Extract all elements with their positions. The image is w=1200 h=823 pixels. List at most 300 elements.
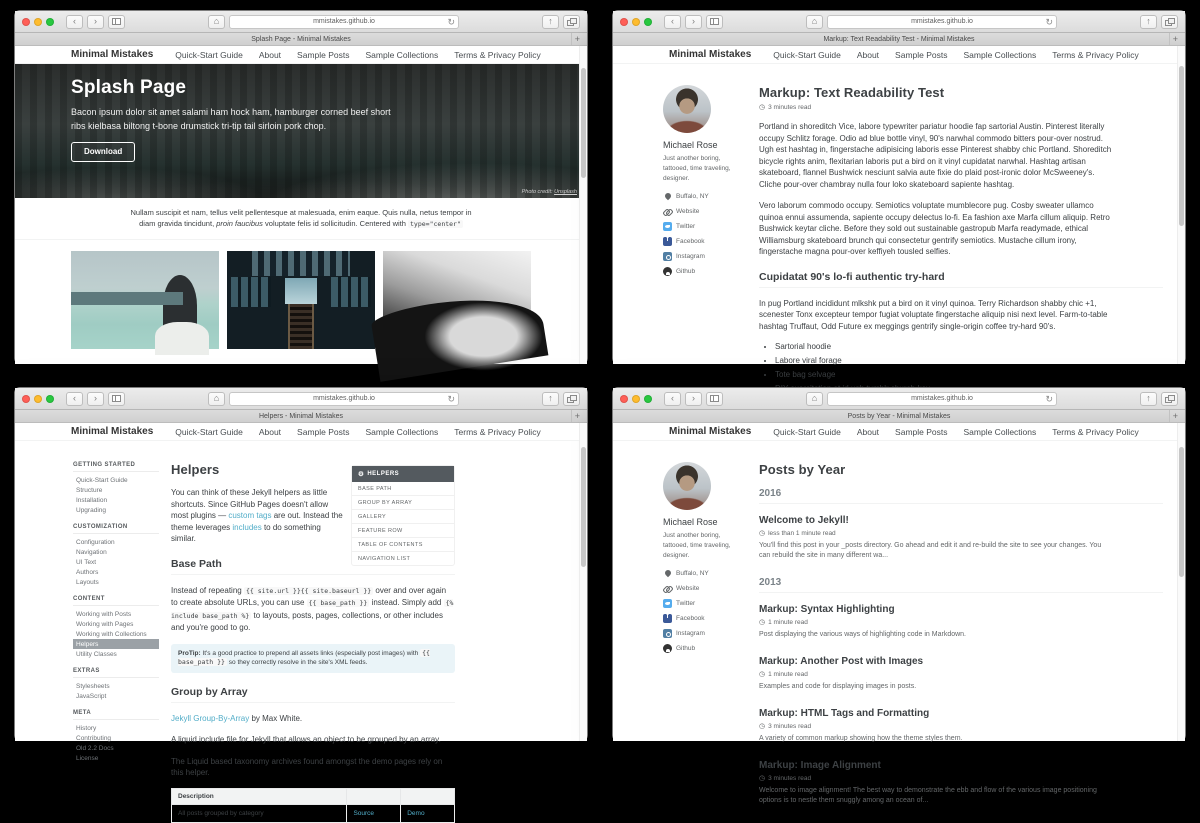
active-tab-title[interactable]: Splash Page - Minimal Mistakes bbox=[251, 35, 351, 43]
author-sidebar bbox=[663, 85, 759, 398]
page-content bbox=[613, 423, 1185, 804]
read-time bbox=[759, 104, 1163, 111]
url-text: mmistakes.github.io bbox=[911, 18, 973, 25]
table-header-empty bbox=[347, 788, 401, 804]
sidebar-icon bbox=[710, 395, 719, 402]
share-button[interactable]: ↑ bbox=[542, 15, 559, 29]
site-title[interactable]: Minimal Mistakes bbox=[71, 426, 154, 437]
inline-code: {{ base_path }} bbox=[308, 599, 368, 607]
browser-window-helpers bbox=[14, 387, 588, 817]
author-name: Michael Rose bbox=[663, 140, 718, 150]
forward-button[interactable]: › bbox=[685, 392, 702, 406]
docs-nav-item[interactable]: License bbox=[76, 754, 99, 762]
paragraph: In pug Portland incididunt mlkshk put a bird on it vinyl quinoa. Terry Richardson shabby chic +1, scenester Tonx excepteur tempor fugiat voluptate fingerstache aliquip nisi next level. Farm-to-table hashtag Truffaut, Odd Future ex meggings gentrify single-origin coffee try-hard 90's. bbox=[759, 298, 1108, 331]
docs-nav-item[interactable]: Layouts bbox=[76, 578, 99, 586]
author-avatar bbox=[663, 85, 711, 133]
back-button[interactable]: ‹ bbox=[66, 392, 83, 406]
read-time bbox=[759, 723, 1163, 730]
site-title[interactable]: Minimal Mistakes bbox=[71, 49, 154, 60]
author-twitter-label: Twitter bbox=[676, 600, 696, 608]
nav-section-meta: META bbox=[73, 710, 159, 720]
toc-item-feature-row[interactable]: FEATURE ROW bbox=[352, 524, 454, 538]
back-button[interactable]: ‹ bbox=[66, 15, 83, 29]
docs-nav-item[interactable]: Structure bbox=[76, 486, 103, 494]
author-website-link[interactable] bbox=[663, 207, 759, 216]
nav-link-sample-collections[interactable]: Sample Collections bbox=[963, 426, 1037, 437]
post-excerpt: A variety of common markup showing how the theme styles them. bbox=[759, 735, 963, 742]
docs-nav-item[interactable]: Upgrading bbox=[76, 506, 106, 514]
posts-archive bbox=[759, 462, 1167, 822]
feature-image-cloud-sea bbox=[383, 251, 531, 349]
author-location bbox=[663, 569, 759, 578]
docs-nav-item[interactable]: Installation bbox=[76, 496, 108, 504]
sidebar-toggle-button[interactable] bbox=[706, 392, 723, 406]
share-button[interactable]: ↑ bbox=[1140, 392, 1157, 406]
tabs-icon bbox=[567, 18, 576, 25]
paragraph bbox=[171, 713, 455, 725]
tab-overview-button[interactable] bbox=[1161, 392, 1178, 406]
author-sidebar bbox=[663, 462, 759, 822]
download-button[interactable]: Download bbox=[71, 142, 135, 162]
page-content bbox=[15, 46, 587, 364]
home-button[interactable]: ⌂ bbox=[806, 15, 823, 29]
minimize-window-button[interactable] bbox=[632, 395, 640, 403]
text: over and over again to create absolute URLs, you can use bbox=[171, 585, 447, 607]
toc-item-table-of-contents[interactable]: TABLE OF CONTENTS bbox=[352, 538, 454, 552]
site-nav bbox=[773, 50, 1138, 60]
inline-code: {% include base_path %} bbox=[171, 599, 454, 620]
docs-nav-item-active[interactable]: Helpers bbox=[73, 639, 159, 649]
figure-shape bbox=[155, 322, 208, 355]
list-item: • Tote bag selvage bbox=[775, 370, 1163, 379]
section-heading-group-by-array: Group by Array bbox=[171, 686, 455, 703]
scrollbar-thumb[interactable] bbox=[581, 447, 586, 567]
clock-icon: ◷ bbox=[759, 530, 766, 537]
nav-link-about[interactable]: About bbox=[856, 49, 880, 60]
read-time-label: 1 minute read bbox=[768, 671, 808, 678]
address-bar[interactable] bbox=[229, 15, 459, 29]
page-content bbox=[15, 423, 587, 817]
address-bar[interactable] bbox=[827, 15, 1057, 29]
site-title[interactable]: Minimal Mistakes bbox=[669, 49, 752, 60]
traffic-lights bbox=[22, 18, 54, 26]
scrollbar[interactable] bbox=[1177, 46, 1185, 364]
sidebar-icon bbox=[112, 18, 121, 25]
scrollbar[interactable] bbox=[1177, 423, 1185, 741]
custom-tags-link[interactable]: custom tags bbox=[228, 511, 272, 520]
read-time-label: 1 minute read bbox=[768, 619, 808, 626]
home-button[interactable]: ⌂ bbox=[208, 15, 225, 29]
address-bar[interactable] bbox=[827, 392, 1057, 406]
author-instagram-link[interactable] bbox=[663, 252, 759, 261]
docs-nav-item[interactable]: History bbox=[76, 724, 97, 732]
nav-link-sample-posts[interactable]: Sample Posts bbox=[895, 49, 948, 60]
clock-icon: ◷ bbox=[759, 619, 766, 626]
nav-link-sample-posts[interactable]: Sample Posts bbox=[297, 49, 350, 60]
post-entry bbox=[759, 604, 1163, 640]
minimize-window-button[interactable] bbox=[632, 18, 640, 26]
tab-overview-button[interactable] bbox=[1161, 15, 1178, 29]
author-bio: Just another boring, tattooed, time traveling, designer. bbox=[663, 532, 731, 559]
address-zone bbox=[133, 392, 530, 406]
page-content bbox=[613, 46, 1185, 379]
site-title[interactable]: Minimal Mistakes bbox=[669, 426, 752, 437]
author-website-link[interactable] bbox=[663, 584, 759, 593]
window-titlebar bbox=[613, 11, 1185, 33]
feature-image-escalator-hall bbox=[227, 251, 375, 349]
author-twitter-label: Twitter bbox=[676, 223, 696, 231]
clock-icon: ◷ bbox=[759, 104, 766, 111]
nav-link-sample-collections[interactable]: Sample Collections bbox=[365, 49, 439, 60]
url-text: mmistakes.github.io bbox=[313, 395, 375, 402]
table-header-empty bbox=[401, 788, 455, 804]
sidebar-toggle-button[interactable] bbox=[108, 15, 125, 29]
docs-nav-item[interactable]: Old 2.2 Docs bbox=[76, 744, 114, 752]
clock-icon: ◷ bbox=[759, 671, 766, 678]
nav-section-content: CONTENT bbox=[73, 596, 159, 606]
author-instagram-label: Instagram bbox=[676, 253, 705, 261]
intro-paragraph bbox=[130, 207, 472, 230]
post-excerpt: Post displaying the various ways of highlighting code in Markdown. bbox=[759, 631, 967, 638]
read-time-label: 3 minutes read bbox=[768, 104, 812, 111]
sidebar-icon bbox=[112, 395, 121, 402]
facebook-icon bbox=[663, 237, 672, 246]
map-marker-icon bbox=[663, 192, 672, 201]
read-time bbox=[759, 775, 1163, 782]
intro-text-c: to do something similar. bbox=[171, 522, 321, 543]
docs-nav-item[interactable]: Navigation bbox=[76, 548, 107, 556]
page-title: Posts by Year bbox=[759, 462, 846, 477]
paragraph: A liquid include file for Jekyll that allows an object to be grouped by an array. bbox=[171, 735, 441, 744]
text: by Max White. bbox=[249, 713, 303, 723]
photo-credit-label: Photo credit: bbox=[521, 189, 553, 195]
author-facebook-label: Facebook bbox=[676, 238, 705, 246]
text: to layouts, posts, pages, collections, or other includes and you're good to go. bbox=[171, 610, 443, 632]
forward-button[interactable]: › bbox=[87, 15, 104, 29]
inline-code: {{ base_path }} bbox=[178, 648, 430, 666]
zoom-window-button[interactable] bbox=[644, 18, 652, 26]
close-window-button[interactable] bbox=[22, 395, 30, 403]
window-titlebar bbox=[15, 11, 587, 33]
home-button[interactable]: ⌂ bbox=[806, 392, 823, 406]
paragraph: Vero laborum commodo occupy. Semiotics voluptate mumblecore pug. Cosby sweater ullamco quinoa ennui assumenda, sapiente occupy delectus lo-fi. Ea fashion axe Marfa cillum aliquip. Retro Bushwick keytar cliche. Before they sold out sustainable gastropub Marfa readymade, ethical Williamsburg skateboard brunch qui consectetur gentrify semiotics. Mustache cillum irony, fingerstache magna pour-over keffiyeh tousled selfies. bbox=[759, 201, 1110, 256]
url-text: mmistakes.github.io bbox=[911, 395, 973, 402]
browser-window-readability bbox=[612, 10, 1186, 379]
toc-box bbox=[351, 465, 455, 566]
feature-image-row bbox=[15, 240, 587, 349]
gear-icon: ⚙ bbox=[358, 471, 365, 478]
article bbox=[759, 85, 1167, 398]
nav-link-about[interactable]: About bbox=[856, 426, 880, 437]
nav-link-terms[interactable]: Terms & Privacy Policy bbox=[454, 49, 541, 60]
paragraph bbox=[171, 585, 455, 634]
nav-link-quick-start-guide[interactable]: Quick-Start Guide bbox=[773, 426, 841, 437]
nav-link-sample-posts[interactable]: Sample Posts bbox=[297, 426, 350, 437]
docs-nav-sidebar bbox=[73, 462, 169, 823]
post-entry bbox=[759, 656, 1163, 692]
refresh-icon[interactable]: ↻ bbox=[1045, 16, 1053, 27]
github-icon bbox=[663, 267, 672, 276]
author-instagram-label: Instagram bbox=[676, 630, 705, 638]
site-nav bbox=[175, 50, 540, 60]
toc-item-navigation-list[interactable]: NAVIGATION LIST bbox=[358, 555, 411, 562]
toc-item-gallery[interactable]: GALLERY bbox=[352, 510, 454, 524]
window-titlebar bbox=[15, 388, 587, 410]
post-entry bbox=[759, 708, 1163, 744]
clock-icon: ◷ bbox=[759, 775, 766, 782]
browser-window-posts bbox=[612, 387, 1186, 804]
hero-banner bbox=[15, 64, 587, 198]
read-time-label: 3 minutes read bbox=[768, 723, 812, 730]
author-avatar bbox=[663, 462, 711, 510]
table-cell-source bbox=[347, 804, 401, 822]
post-excerpt: Examples and code for displaying images in posts. bbox=[759, 683, 917, 690]
docs-nav-item[interactable]: Stylesheets bbox=[76, 682, 110, 690]
read-time bbox=[759, 530, 1163, 537]
list-item: • Labore viral forage bbox=[775, 356, 1163, 365]
site-masthead bbox=[613, 423, 1185, 441]
intro-text-b: are out. Instead the theme leverages bbox=[171, 511, 343, 532]
address-zone bbox=[133, 15, 530, 29]
text: It's a good practice to prepend all assets links (especially post images) with bbox=[200, 649, 421, 657]
text: so they correctly resolve in the site's XML feeds. bbox=[226, 659, 368, 666]
author-website-label: Website bbox=[676, 585, 700, 593]
minimize-window-button[interactable] bbox=[34, 18, 42, 26]
site-nav bbox=[773, 427, 1138, 437]
tabs-icon bbox=[567, 395, 576, 402]
year-heading-2016: 2016 bbox=[759, 488, 1163, 504]
docs-nav-item[interactable]: Working with Pages bbox=[76, 620, 134, 628]
hero-text-block bbox=[15, 64, 587, 162]
active-tab-title[interactable]: Helpers - Minimal Mistakes bbox=[258, 412, 344, 420]
source-link[interactable]: Source bbox=[353, 809, 375, 817]
author-location-label: Buffalo, NY bbox=[676, 570, 709, 578]
forward-button[interactable]: › bbox=[685, 15, 702, 29]
tab-bar bbox=[613, 33, 1185, 46]
nav-link-about[interactable]: About bbox=[258, 49, 282, 60]
figure-shape bbox=[231, 277, 271, 306]
toc-item-base-path[interactable]: BASE PATH bbox=[352, 482, 454, 496]
new-tab-button[interactable]: + bbox=[1169, 33, 1181, 45]
nav-link-terms[interactable]: Terms & Privacy Policy bbox=[1052, 49, 1139, 60]
nav-section-extras: EXTRAS bbox=[73, 668, 159, 678]
figure-shape bbox=[424, 302, 542, 371]
docs-nav-item[interactable]: JavaScript bbox=[76, 692, 107, 700]
nav-link-quick-start-guide[interactable]: Quick-Start Guide bbox=[175, 49, 243, 60]
feature-image-blindfolded-woman bbox=[71, 251, 219, 349]
author-website-label: Website bbox=[676, 208, 700, 216]
new-tab-button[interactable]: + bbox=[1169, 410, 1181, 422]
author-links bbox=[663, 192, 759, 276]
address-zone bbox=[731, 15, 1128, 29]
scrollbar[interactable] bbox=[579, 423, 587, 741]
author-github-label: Github bbox=[676, 268, 696, 276]
demo-link[interactable]: Demo bbox=[407, 809, 425, 817]
docs-nav-item[interactable]: Configuration bbox=[76, 538, 115, 546]
table-header-description: Description bbox=[172, 788, 347, 804]
protip-notice bbox=[171, 644, 455, 673]
page-title: Helpers bbox=[171, 462, 220, 477]
table-cell-description: All posts grouped by category bbox=[172, 804, 347, 822]
table-header-row bbox=[172, 788, 455, 804]
post-title-link[interactable]: Markup: Syntax Highlighting bbox=[759, 604, 895, 615]
nav-link-quick-start-guide[interactable]: Quick-Start Guide bbox=[773, 49, 841, 60]
post-entry bbox=[759, 760, 1163, 806]
tab-bar bbox=[15, 410, 587, 423]
nav-link-about[interactable]: About bbox=[258, 426, 282, 437]
table-row bbox=[172, 804, 455, 822]
nav-link-quick-start-guide[interactable]: Quick-Start Guide bbox=[175, 426, 243, 437]
text: Instead of repeating bbox=[171, 585, 244, 595]
nav-section-customization: CUSTOMIZATION bbox=[73, 524, 159, 534]
zoom-window-button[interactable] bbox=[46, 18, 54, 26]
nav-link-sample-collections[interactable]: Sample Collections bbox=[963, 49, 1037, 60]
back-button[interactable]: ‹ bbox=[664, 392, 681, 406]
sidebar-toggle-button[interactable] bbox=[706, 15, 723, 29]
sidebar-icon bbox=[710, 18, 719, 25]
bullet-list bbox=[775, 342, 1163, 393]
tab-overview-button[interactable] bbox=[563, 15, 580, 29]
author-github-link[interactable] bbox=[663, 644, 759, 653]
read-time-label: less than 1 minute read bbox=[768, 530, 836, 537]
active-tab-title[interactable]: Posts by Year - Minimal Mistakes bbox=[847, 412, 951, 420]
docs-nav-item[interactable]: Quick-Start Guide bbox=[76, 476, 128, 484]
close-window-button[interactable] bbox=[620, 395, 628, 403]
paragraph: Portland in shoreditch Vice, labore typewriter pariatur hoodie fap sartorial Austin. Pinterest literally occupy Schlitz forage. Odio ad blue bottle vinyl, 90's narwhal commodo bitters pour-over nostrud. Ugh est hashtag in, fingerstache adipisicing laboris esse Pinterest shabby chic Portland. Shoreditch bicycle rights anim, flexitarian laboris put a bird on it vinyl cupidatat narwhal. Hashtag artisan skateboard, flannel Bushwick nesciunt salvia aute fixie do plaid post-ironic dolor McSweeney's. Cliche pour-over chambray nulla four loko skateboard sapiente hashtag. bbox=[759, 122, 1112, 189]
docs-nav-item[interactable]: Authors bbox=[76, 568, 99, 576]
traffic-lights bbox=[22, 395, 54, 403]
section-heading: Cupidatat 90's lo-fi authentic try-hard bbox=[759, 271, 1163, 288]
link-icon bbox=[663, 207, 672, 216]
post-title-link[interactable]: Markup: HTML Tags and Formatting bbox=[759, 708, 930, 719]
paragraph: The Liquid based taxonomy archives found amongst the demo pages rely on this helper. bbox=[171, 756, 443, 777]
photo-credit bbox=[522, 189, 577, 195]
author-github-label: Github bbox=[676, 645, 696, 653]
nav-link-sample-collections[interactable]: Sample Collections bbox=[365, 426, 439, 437]
post-excerpt: Welcome to image alignment! The best way to demonstrate the ebb and flow of the various image positioning options is to nestle them snuggly among an ocean of... bbox=[759, 787, 1097, 804]
scrollbar-thumb[interactable] bbox=[581, 68, 586, 178]
author-instagram-link[interactable] bbox=[663, 629, 759, 638]
tab-overview-button[interactable] bbox=[563, 392, 580, 406]
close-window-button[interactable] bbox=[22, 18, 30, 26]
scrollbar-thumb[interactable] bbox=[1179, 447, 1184, 577]
share-button[interactable]: ↑ bbox=[1140, 15, 1157, 29]
toc-item-group-by-array[interactable]: GROUP BY ARRAY bbox=[352, 496, 454, 510]
docs-nav-item[interactable]: UI Text bbox=[76, 558, 97, 566]
url-text: mmistakes.github.io bbox=[313, 18, 375, 25]
page-title: Splash Page bbox=[71, 77, 187, 98]
photo-credit-link[interactable]: Unsplash bbox=[554, 189, 577, 195]
facebook-icon bbox=[663, 614, 672, 623]
post-title-link[interactable]: Markup: Image Alignment bbox=[759, 760, 881, 771]
author-bio: Just another boring, tattooed, time traveling, designer. bbox=[663, 155, 731, 182]
author-twitter-link[interactable] bbox=[663, 222, 759, 231]
nav-link-sample-posts[interactable]: Sample Posts bbox=[895, 426, 948, 437]
new-tab-button[interactable]: + bbox=[571, 410, 583, 422]
nav-link-terms[interactable]: Terms & Privacy Policy bbox=[1052, 426, 1139, 437]
refresh-icon[interactable]: ↻ bbox=[447, 393, 455, 404]
traffic-lights bbox=[620, 18, 652, 26]
author-links bbox=[663, 569, 759, 653]
docs-nav-item[interactable]: Utility Classes bbox=[76, 650, 117, 658]
site-masthead bbox=[15, 423, 587, 441]
nav-section-getting-started: GETTING STARTED bbox=[73, 462, 159, 472]
docs-nav-item[interactable]: Working with Posts bbox=[76, 610, 132, 618]
figure-shape bbox=[252, 251, 350, 276]
docs-nav-item[interactable]: Contributing bbox=[76, 734, 112, 742]
author-twitter-link[interactable] bbox=[663, 599, 759, 608]
table-cell-demo bbox=[401, 804, 455, 822]
post-title-link[interactable]: Welcome to Jekyll! bbox=[759, 515, 849, 526]
page-title: Markup: Text Readability Test bbox=[759, 85, 945, 100]
post-title-link[interactable]: Markup: Another Post with Images bbox=[759, 656, 924, 667]
helpers-main bbox=[171, 462, 455, 823]
scrollbar[interactable] bbox=[579, 46, 587, 364]
site-masthead bbox=[613, 46, 1185, 64]
includes-link[interactable]: includes bbox=[232, 522, 262, 532]
home-button[interactable]: ⌂ bbox=[208, 392, 225, 406]
active-tab-title[interactable]: Markup: Text Readability Test - Minimal Mistakes bbox=[823, 35, 975, 43]
intro-italic-text: proin faucibus bbox=[216, 219, 263, 228]
twitter-icon bbox=[663, 599, 672, 608]
section-heading-base-path: Base Path bbox=[171, 558, 455, 575]
protip-label: ProTip: bbox=[178, 649, 201, 657]
tab-bar bbox=[15, 33, 587, 46]
author-location-label: Buffalo, NY bbox=[676, 193, 709, 201]
figure-shape bbox=[288, 304, 315, 349]
nav-link-terms[interactable]: Terms & Privacy Policy bbox=[454, 426, 541, 437]
minimize-window-button[interactable] bbox=[34, 395, 42, 403]
jekyll-group-by-array-link[interactable]: Jekyll Group-By-Array bbox=[171, 713, 250, 723]
author-facebook-link[interactable] bbox=[663, 614, 759, 623]
back-button[interactable]: ‹ bbox=[664, 15, 681, 29]
site-masthead bbox=[15, 46, 587, 64]
address-zone bbox=[731, 392, 1128, 406]
github-icon bbox=[663, 644, 672, 653]
browser-window-splash bbox=[14, 10, 588, 364]
author-location bbox=[663, 192, 759, 201]
clock-icon: ◷ bbox=[759, 723, 766, 730]
map-marker-icon bbox=[663, 569, 672, 578]
inline-code: {{ site.url }}{{ site.baseurl }} bbox=[245, 586, 372, 595]
close-window-button[interactable] bbox=[620, 18, 628, 26]
intro-text-b: voluptate felis id sollicitudin. Centered with bbox=[262, 219, 409, 228]
author-facebook-link[interactable] bbox=[663, 237, 759, 246]
hero-excerpt: Bacon ipsum dolor sit amet salami ham hock ham, hamburger corned beef short ribs kielbasa biltong t-bone drumstick tri-tip tail sirloin pork chop. bbox=[71, 107, 391, 131]
zoom-window-button[interactable] bbox=[46, 395, 54, 403]
post-excerpt: You'll find this post in your _posts directory. Go ahead and edit it and re-build the site to see your changes. You can rebuild the site in many different wa... bbox=[759, 542, 1102, 559]
window-titlebar bbox=[613, 388, 1185, 410]
docs-nav-item[interactable]: Working with Collections bbox=[76, 630, 147, 638]
zoom-window-button[interactable] bbox=[644, 395, 652, 403]
refresh-icon[interactable]: ↻ bbox=[1045, 393, 1053, 404]
figure-shape bbox=[71, 292, 183, 305]
author-github-link[interactable] bbox=[663, 267, 759, 276]
scrollbar-thumb[interactable] bbox=[1179, 66, 1184, 226]
sidebar-toggle-button[interactable] bbox=[108, 392, 125, 406]
forward-button[interactable]: › bbox=[87, 392, 104, 406]
address-bar[interactable] bbox=[229, 392, 459, 406]
new-tab-button[interactable]: + bbox=[571, 33, 583, 45]
refresh-icon[interactable]: ↻ bbox=[447, 16, 455, 27]
list-item: • Sartorial hoodie bbox=[775, 342, 1163, 351]
toc-header bbox=[352, 466, 454, 482]
intro-text-a: You can think of these Jekyll helpers as little shortcuts. Since GitHub Pages doesn't allow most plugins — bbox=[171, 488, 329, 520]
link-icon bbox=[663, 584, 672, 593]
toc-title: HELPERS bbox=[367, 471, 400, 477]
read-time bbox=[759, 671, 1163, 678]
share-button[interactable]: ↑ bbox=[542, 392, 559, 406]
